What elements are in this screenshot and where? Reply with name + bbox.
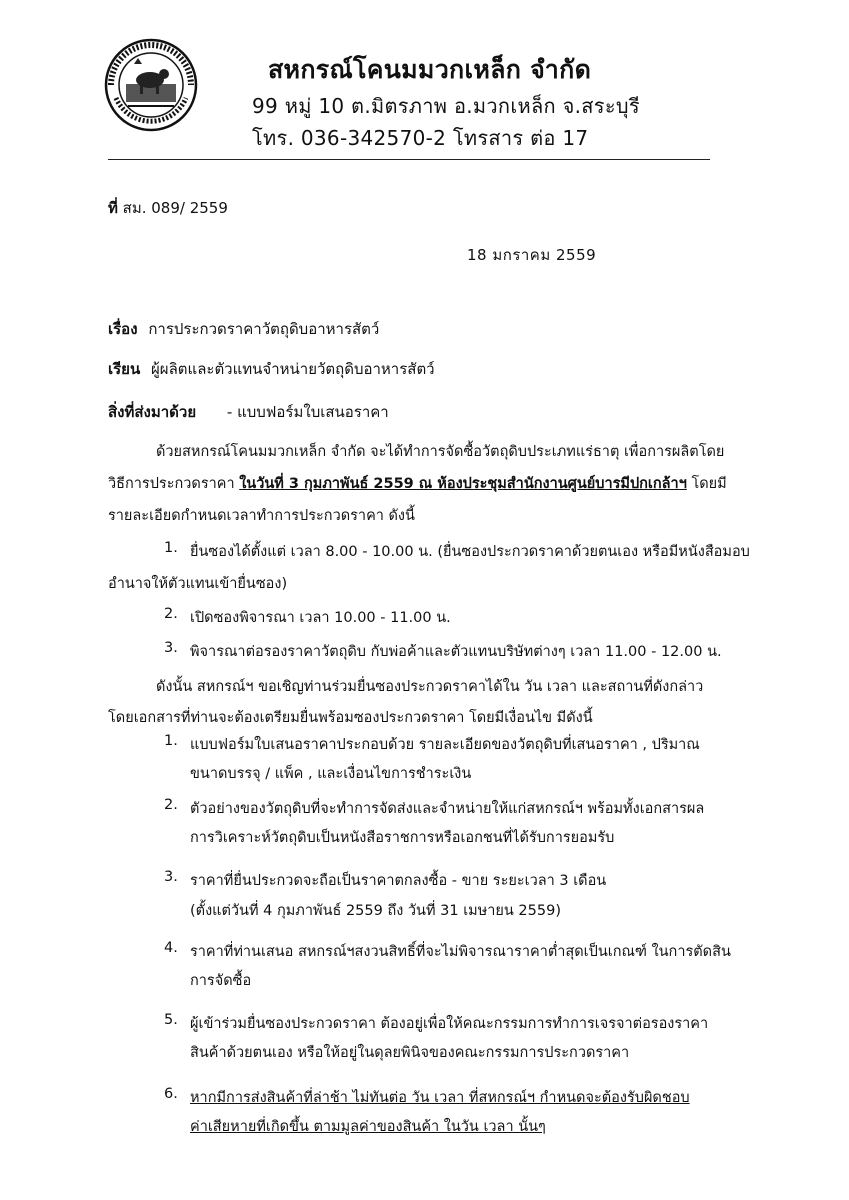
cooperative-seal-icon (104, 38, 198, 132)
schedule-number: 1. (164, 540, 178, 556)
condition-1-line-2: ขนาดบรรจุ / แพ็ค , และเงื่อนไขการชำระเงิน (190, 766, 472, 782)
condition-2-line-2: การวิเคราะห์วัตถุดิบเป็นหนังสือราชการหรือเอกชนที่ได้รับการยอมรับ (190, 830, 615, 846)
intro-line-2 (108, 472, 727, 495)
subject-line (108, 317, 379, 341)
invite-line-2: โดยเอกสารที่ท่านจะต้องเตรียมยื่นพร้อมซองประกวดราคา โดยมีเงื่อนไข มีดังนี้ (108, 710, 593, 726)
invite-line-1: ดังนั้น สหกรณ์ฯ ขอเชิญท่านร่วมยื่นซองประกวดราคาได้ใน วัน เวลา และสถานที่ดังกล่าว (156, 679, 704, 695)
condition-4-line-2: การจัดซื้อ (190, 973, 252, 989)
document-number-label: ที่ (108, 199, 118, 217)
schedule-item-3: พิจารณาต่อรองราคาวัตถุดิบ กับพ่อค้าและตัวแทนบริษัทต่างๆ เวลา 11.00 - 12.00 น. (190, 644, 722, 660)
subject-label: เรื่อง (108, 320, 138, 338)
organization-contact: โทร. 036-342570-2 โทรสาร ต่อ 17 (252, 126, 589, 150)
enclosure-text: - แบบฟอร์มใบเสนอราคา (226, 403, 389, 421)
condition-2-line-1: ตัวอย่างของวัตถุดิบที่จะทำการจัดส่งและจำหน่ายให้แก่สหกรณ์ฯ พร้อมทั้งเอกสารผล (190, 801, 705, 817)
subject-text: การประกวดราคาวัตถุดิบอาหารสัตว์ (148, 320, 380, 338)
condition-6-line-1: หากมีการส่งสินค้าที่ล่าช้า ไม่ทันต่อ วัน เวลา ที่สหกรณ์ฯ กำหนดจะต้องรับผิดชอบ (190, 1090, 690, 1106)
condition-number: 6. (164, 1086, 178, 1102)
schedule-number: 3. (164, 640, 178, 656)
intro-line-1: ด้วยสหกรณ์โคนมมวกเหล็ก จำกัด จะได้ทำการจัดซื้อวัตถุดิบประเภทแร่ธาตุ เพื่อการผลิตโดย (156, 444, 725, 460)
document-number-value: สม. 089/ 2559 (122, 199, 228, 217)
condition-number: 3. (164, 869, 178, 885)
letterhead-divider (108, 159, 710, 160)
condition-3-line-1: ราคาที่ยื่นประกวดจะถือเป็นราคาตกลงซื้อ - ขาย ระยะเวลา 3 เดือน (190, 873, 607, 889)
intro-line-2-suffix: โดยมี (691, 476, 727, 492)
condition-number: 4. (164, 940, 178, 956)
organization-name: สหกรณ์โคนมมวกเหล็ก จำกัด (268, 55, 592, 84)
schedule-item-2: เปิดซองพิจารณา เวลา 10.00 - 11.00 น. (190, 610, 451, 626)
intro-line-3: รายละเอียดกำหนดเวลาทำการประกวดราคา ดังนี้ (108, 508, 415, 524)
condition-1-line-1: แบบฟอร์มใบเสนอราคาประกอบด้วย รายละเอียดของวัตถุดิบที่เสนอราคา , ปริมาณ (190, 737, 700, 753)
recipient-label: เรียน (108, 360, 141, 378)
condition-number: 2. (164, 797, 178, 813)
organization-address: 99 หมู่ 10 ต.มิตรภาพ อ.มวกเหล็ก จ.สระบุรี (252, 94, 640, 118)
intro-line-2-highlight: ในวันที่ 3 กุมภาพันธ์ 2559 ณ ห้องประชุมสำนักงานศูนย์บารมีปกเกล้าฯ (239, 476, 687, 492)
condition-5-line-2: สินค้าด้วยตนเอง หรือให้อยู่ในดุลยพินิจของคณะกรรมการประกวดราคา (190, 1045, 630, 1061)
document-date: 18 มกราคม 2559 (467, 246, 597, 264)
document-number (108, 196, 228, 220)
condition-4-line-1: ราคาที่ท่านเสนอ สหกรณ์ฯสงวนสิทธิ์ที่จะไม่พิจารณาราคาต่ำสุดเป็นเกณฑ์ ในการตัดสิน (190, 944, 731, 960)
condition-6-line-2: ค่าเสียหายที่เกิดขึ้น ตามมูลค่าของสินค้า ในวัน เวลา นั้นๆ (190, 1119, 546, 1135)
schedule-item-1-line-1: ยื่นซองได้ตั้งแต่ เวลา 8.00 - 10.00 น. (ยื่นซองประกวดราคาด้วยตนเอง หรือมีหนังสือมอบ (190, 544, 750, 560)
condition-number: 1. (164, 733, 178, 749)
condition-5-line-1: ผู้เข้าร่วมยื่นซองประกวดราคา ต้องอยู่เพื่อให้คณะกรรมการทำการเจรจาต่อรองราคา (190, 1016, 709, 1032)
recipient-line (108, 357, 435, 381)
intro-line-2-prefix: วิธีการประกวดราคา (108, 476, 235, 492)
schedule-item-1-line-2: อำนาจให้ตัวแทนเข้ายื่นซอง) (108, 576, 288, 592)
condition-3-line-2: (ตั้งแต่วันที่ 4 กุมภาพันธ์ 2559 ถึง วันที่ 31 เมษายน 2559) (190, 903, 561, 919)
condition-number: 5. (164, 1012, 178, 1028)
enclosure-label: สิ่งที่ส่งมาด้วย (108, 403, 197, 421)
recipient-text: ผู้ผลิตและตัวแทนจำหน่ายวัตถุดิบอาหารสัตว์ (151, 360, 435, 378)
enclosure-line (108, 400, 389, 424)
schedule-number: 2. (164, 606, 178, 622)
